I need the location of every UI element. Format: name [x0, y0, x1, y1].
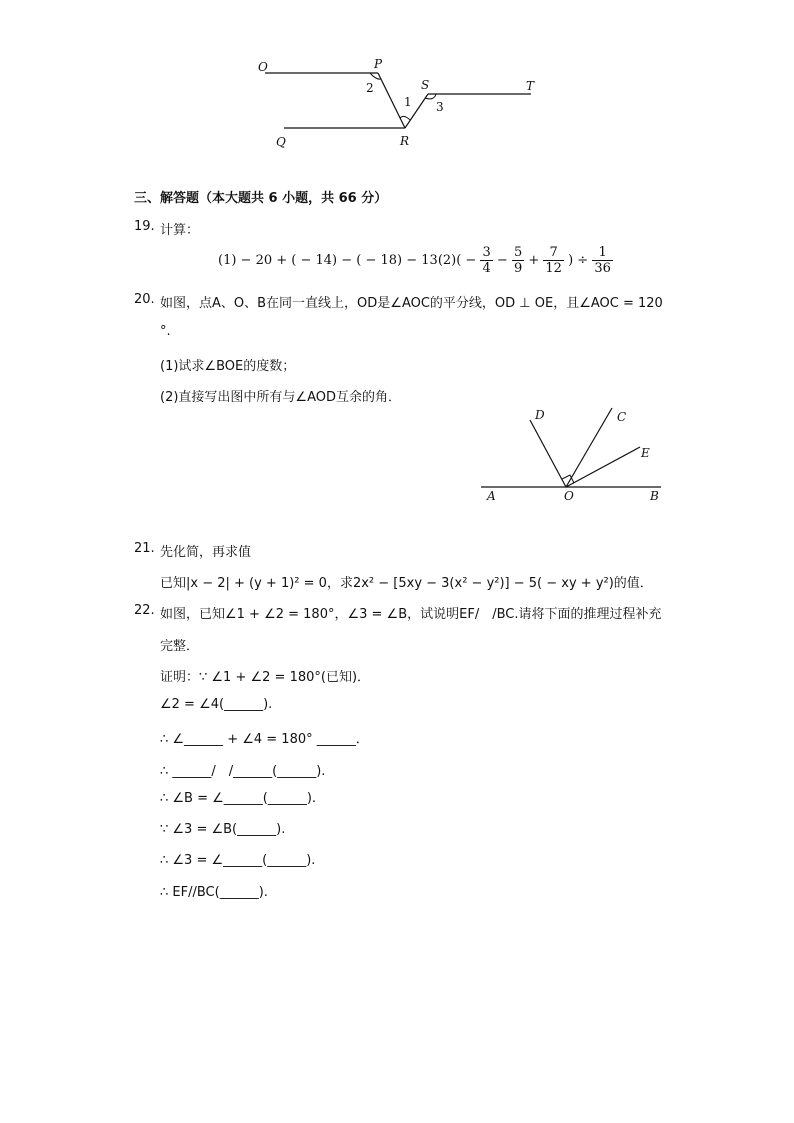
label-D: D — [535, 408, 545, 422]
proof-line-6: ∵ ∠3 = ∠B(______). — [160, 822, 286, 837]
q19-label: 计算： — [160, 223, 200, 238]
proof-line-7: ∴ ∠3 = ∠______(______). — [160, 853, 316, 868]
ray-od — [530, 420, 566, 487]
label-Q: Q — [276, 135, 286, 149]
q21-number: 21. — [134, 541, 155, 556]
q19-fraction-2: $\frac{5}{9}$ — [513, 245, 523, 276]
figure-angle-bisector — [470, 400, 670, 510]
label-O: O — [258, 60, 268, 74]
figure-parallel-lines — [250, 55, 550, 155]
q19-fraction-4: $\frac{1}{36}$ — [594, 245, 611, 276]
label-S: S — [421, 78, 430, 92]
label-B: B — [650, 489, 659, 503]
q19-fraction-3: $\frac{7}{12}$ — [545, 245, 562, 276]
label-E: E — [641, 446, 650, 460]
proof-line-5: ∴ ∠B = ∠______(______). — [160, 791, 317, 806]
label-O2: O — [564, 489, 574, 503]
proof-line-1: 证明：∵ ∠1 + ∠2 = 180°(已知)． — [160, 670, 371, 685]
q22-number: 22. — [134, 603, 155, 618]
proof-line-8: ∴ EF//BC(______). — [160, 885, 268, 900]
q22-line2: 完整． — [160, 639, 200, 654]
label-A: A — [487, 489, 496, 503]
section-heading: 三、解答题（本大题共 6 小题，共 66 分） — [134, 191, 388, 206]
q22-line1: 如图，已知∠1 + ∠2 = 180°，∠3 = ∠B，试说明EF/ /BC.请将下面的推理过程补充 — [160, 607, 662, 622]
label-R: R — [400, 134, 410, 148]
label-angle-3: 3 — [436, 100, 444, 114]
q21-line1: 先化简，再求值 — [160, 545, 252, 560]
q20-number: 20. — [134, 292, 155, 307]
angle-arc-1 — [400, 116, 410, 120]
q19-op1: − — [496, 253, 508, 268]
label-T: T — [526, 79, 535, 93]
q19-op2: + — [528, 253, 540, 268]
q19-expr-part1: (1) − 20 + ( − 14) − ( − 18) − 13(2)( − — [218, 253, 477, 268]
label-angle-1: 1 — [404, 95, 412, 109]
line-pr — [378, 73, 405, 128]
proof-line-3: ∴ ∠______ + ∠4 = 180° ______． — [160, 732, 369, 747]
q19-fraction-1: $\frac{3}{4}$ — [482, 245, 491, 276]
q20-sub2: (2)直接写出图中所有与∠AOD互余的角． — [160, 390, 401, 405]
label-P: P — [374, 57, 383, 71]
label-angle-2: 2 — [366, 81, 374, 95]
q20-line2: °. — [160, 324, 171, 339]
q20-sub1: (1)试求∠BOE的度数； — [160, 359, 296, 374]
q19-op3: ) ÷ — [568, 253, 589, 268]
q19-number: 19. — [134, 219, 155, 234]
q20-line1: 如图，点A、O、B在同一直线上，OD是∠AOC的平分线，OD ⊥ OE，且∠AOC = 120 — [160, 296, 663, 311]
proof-line-2: ∠2 = ∠4(______). — [160, 697, 273, 712]
q21-line2: 已知|x − 2| + (y + 1)² = 0，求2x² − [5xy − 3(x² − y²)] − 5( − xy + y²)的值． — [160, 576, 653, 591]
label-C: C — [617, 410, 627, 424]
proof-line-4: ∴ ______/ /______(______). — [160, 764, 326, 779]
q19-expression — [218, 245, 613, 276]
